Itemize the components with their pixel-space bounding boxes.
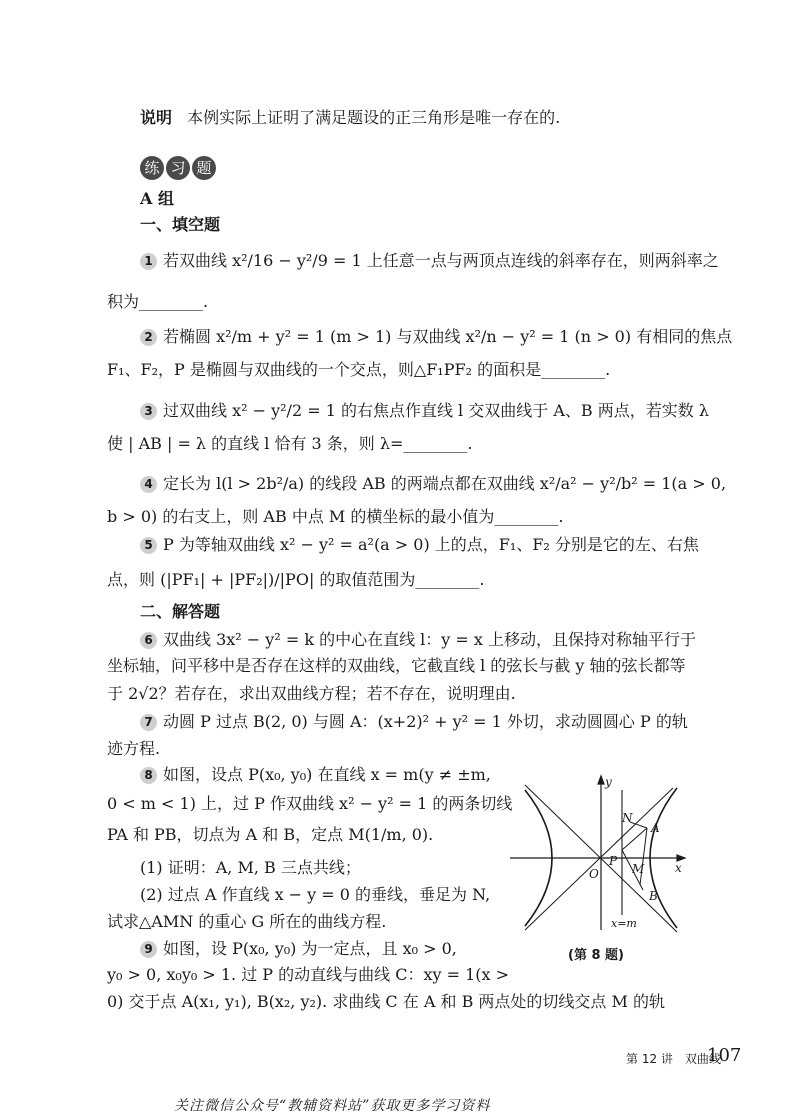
- figure-8-diagram: [505, 770, 695, 935]
- practice-title-char: 习: [166, 156, 190, 180]
- problem-6-line-2: 坐标轴，问平移中是否存在这样的双曲线，它截直线 l 的弦长与截 y 轴的弦长都等: [107, 656, 686, 675]
- problem-6-line-1: 6 双曲线 3x² − y² = k 的中心在直线 l：y = x 上移动，且保持对称轴平行于: [140, 629, 696, 651]
- problem-number: 9: [140, 941, 157, 958]
- problem-8-line-2: 0 < m < 1) 上，过 P 作双曲线 x² − y² = 1 的两条切线: [107, 794, 513, 813]
- problem-number: 3: [140, 403, 157, 420]
- remark-label: 说明: [140, 108, 173, 127]
- problem-8-line-1: 8 如图，设点 P(x₀, y₀) 在直线 x = m(y ≠ ±m,: [140, 764, 491, 786]
- problem-8-line-3: PA 和 PB，切点为 A 和 B，定点 M(1/m, 0).: [107, 825, 434, 844]
- label-B: B: [649, 889, 658, 903]
- problem-number: 6: [140, 632, 157, 649]
- problem-3-line-1: 3 过双曲线 x² − y²/2 = 1 的右焦点作直线 l 交双曲线于 A、B 两点，若实数 λ: [140, 400, 709, 422]
- practice-title: [140, 156, 218, 180]
- problem-8-line-6: 试求△AMN 的重心 G 所在的曲线方程.: [107, 912, 387, 931]
- problem-5-line-1: 5 P 为等轴双曲线 x² − y² = a²(a > 0) 上的点，F₁、F₂ 分别是它的左、右焦: [140, 534, 699, 556]
- problem-5-line-2: 点，则 (|PF₁| + |PF₂|)/|PO| 的取值范围为________.: [107, 570, 485, 589]
- tangent-PA: [622, 828, 647, 850]
- problem-2-line-2: F₁、F₂，P 是椭圆与双曲线的一个交点，则△F₁PF₂ 的面积是________.: [107, 360, 611, 379]
- problem-7-line-2: 迹方程.: [107, 739, 161, 758]
- problem-number: 7: [140, 714, 157, 731]
- problem-number: 4: [140, 476, 157, 493]
- page-number: 107: [707, 1045, 742, 1066]
- chapter-label: 第 12 讲 双曲线: [626, 1052, 721, 1066]
- problem-9-line-3: 0) 交于点 A(x₁, y₁), B(x₂, y₂). 求曲线 C 在 A 和 B 两点处的切线交点 M 的轨: [107, 992, 665, 1011]
- problem-8-part-1: (1) 证明：A, M, B 三点共线；: [140, 858, 361, 877]
- label-A: A: [651, 821, 660, 835]
- problem-number: 1: [140, 253, 157, 270]
- problem-number: 5: [140, 537, 157, 554]
- figure-caption: (第 8 题): [568, 948, 624, 963]
- problem-4-line-2: b > 0) 的右支上，则 AB 中点 M 的横坐标的最小值为________.: [107, 507, 564, 526]
- practice-title-char: 练: [140, 156, 164, 180]
- problem-1-line-2: 积为________.: [107, 292, 209, 311]
- problem-9-line-2: y₀ > 0, x₀y₀ > 1. 过 P 的动直线与曲线 C：xy = 1(x >: [107, 965, 510, 984]
- section-answer: 二、解答题: [140, 602, 221, 621]
- y-axis-arrow-icon: [598, 776, 604, 784]
- label-N: N: [622, 811, 633, 825]
- label-P: P: [609, 854, 618, 868]
- section-fill-in: 一、填空题: [140, 215, 221, 234]
- practice-title-char: 题: [192, 156, 216, 180]
- watermark-text: 关注微信公众号“教辅资料站”获取更多学习资料: [174, 1098, 491, 1114]
- label-M: M: [632, 862, 645, 876]
- problem-1-line-1: 1 若双曲线 x²/16 − y²/9 = 1 上任意一点与两顶点连线的斜率存在，则两斜率之: [140, 250, 719, 272]
- problem-2-line-1: 2 若椭圆 x²/m + y² = 1 (m > 1) 与双曲线 x²/n − y² = 1 (n > 0) 有相同的焦点: [140, 326, 732, 348]
- remark-line: [140, 107, 560, 129]
- problem-8-part-2: (2) 过点 A 作直线 x − y = 0 的垂线，垂足为 N,: [140, 885, 491, 904]
- problem-number: 2: [140, 329, 157, 346]
- label-O: O: [589, 867, 599, 881]
- problem-number: 8: [140, 767, 157, 784]
- label-x: x: [675, 861, 682, 875]
- remark-text: 本例实际上证明了满足题设的正三角形是唯一存在的.: [187, 108, 561, 127]
- label-line-x-m: x=m: [611, 917, 637, 930]
- problem-4-line-1: 4 定长为 l(l > 2b²/a) 的线段 AB 的两端点都在双曲线 x²/a² − y²/b² = 1(a > 0,: [140, 473, 726, 495]
- problem-3-line-2: 使 | AB | = λ 的直线 l 恰有 3 条，则 λ=________.: [107, 434, 473, 453]
- label-y: y: [605, 775, 612, 789]
- chord-AB: [640, 828, 647, 885]
- problem-6-line-3: 于 2√2？若存在，求出双曲线方程；若不存在，说明理由.: [107, 684, 516, 703]
- group-title: A 组: [140, 189, 174, 208]
- problem-9-line-1: 9 如图，设 P(x₀, y₀) 为一定点，且 x₀ > 0,: [140, 938, 457, 960]
- problem-7-line-1: 7 动圆 P 过点 B(2, 0) 与圆 A：(x+2)² + y² = 1 外切，求动圆圆心 P 的轨: [140, 711, 688, 733]
